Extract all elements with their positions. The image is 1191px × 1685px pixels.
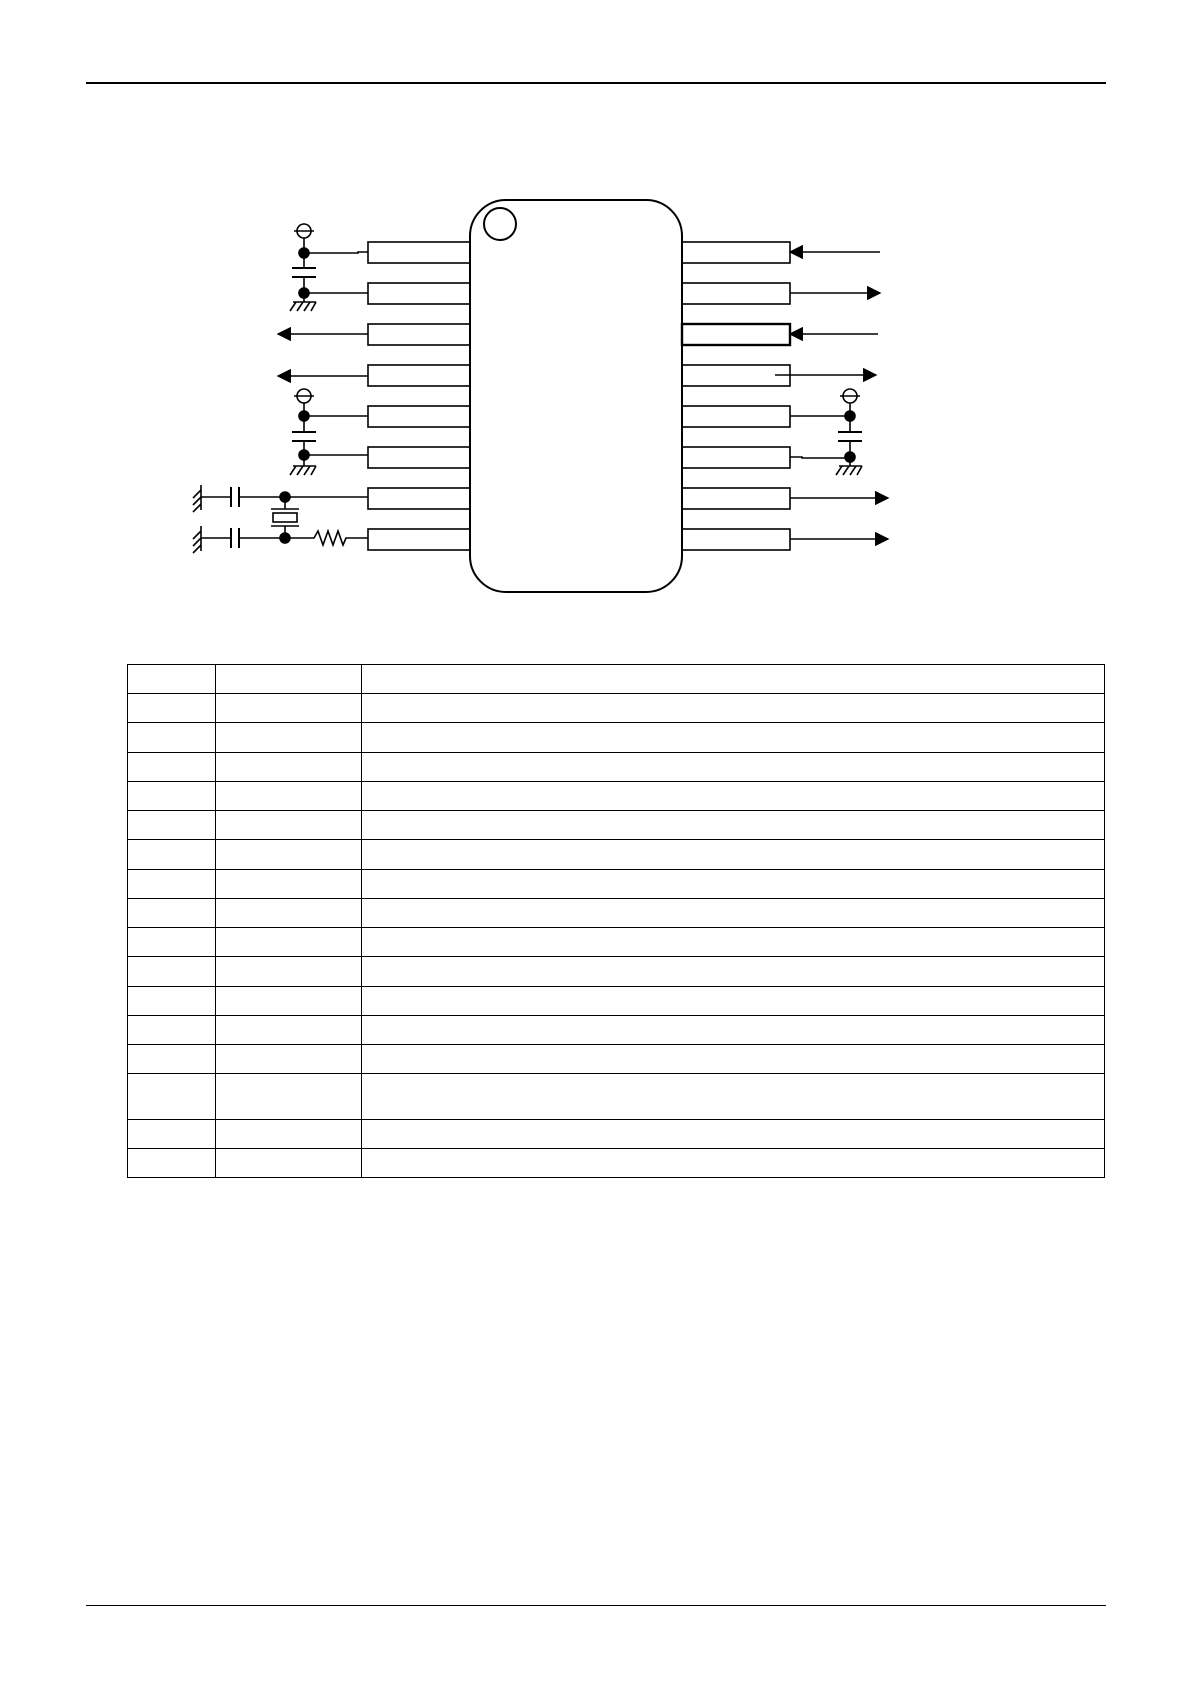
pin-pad-right xyxy=(682,488,790,509)
table-cell xyxy=(362,928,1105,957)
table-row xyxy=(128,753,1105,782)
pin-pad-right xyxy=(682,365,790,386)
column-header xyxy=(128,665,216,694)
table-cell xyxy=(128,840,216,870)
supply-decoupling-right xyxy=(790,389,862,475)
table-row xyxy=(128,1045,1105,1074)
table-row xyxy=(128,928,1105,957)
table-cell xyxy=(362,899,1105,928)
pin-pad-right xyxy=(682,447,790,468)
resistor-icon xyxy=(285,531,368,545)
table-row xyxy=(128,1016,1105,1045)
pin1-index-mark xyxy=(484,208,516,240)
table-cell xyxy=(362,1045,1105,1074)
table-cell xyxy=(362,870,1105,899)
table-row xyxy=(128,987,1105,1016)
table-row xyxy=(128,1120,1105,1149)
table-cell xyxy=(362,987,1105,1016)
table-cell xyxy=(362,723,1105,753)
supply-decoupling-lower-left xyxy=(290,389,368,475)
supply-decoupling-upper-left xyxy=(290,224,368,311)
table-cell xyxy=(216,694,362,723)
table-cell xyxy=(216,870,362,899)
table-cell xyxy=(128,1149,216,1178)
pin-pad-left xyxy=(368,283,470,304)
table-cell xyxy=(216,753,362,782)
table-cell xyxy=(128,899,216,928)
table-cell xyxy=(362,957,1105,987)
table-cell xyxy=(216,1074,362,1120)
table-header-row xyxy=(128,665,1105,694)
table-cell xyxy=(362,811,1105,840)
column-header xyxy=(362,665,1105,694)
pin-description-table xyxy=(127,664,1105,1178)
column-header xyxy=(216,665,362,694)
pin-connection-diagram xyxy=(0,0,1191,640)
table-row xyxy=(128,840,1105,870)
pin-pad-left xyxy=(368,406,470,427)
table-cell xyxy=(128,811,216,840)
table-cell xyxy=(362,1120,1105,1149)
right-pins xyxy=(682,242,790,550)
table-cell xyxy=(128,723,216,753)
pin-pad-right xyxy=(682,283,790,304)
pin-pad-left xyxy=(368,324,470,345)
table-row xyxy=(128,782,1105,811)
table-cell xyxy=(216,1016,362,1045)
pin-pad-right xyxy=(682,406,790,427)
table-cell xyxy=(128,1120,216,1149)
table-row xyxy=(128,811,1105,840)
pin-pad-left xyxy=(368,447,470,468)
table-cell xyxy=(216,723,362,753)
table-cell xyxy=(216,1045,362,1074)
table-cell xyxy=(216,782,362,811)
table-cell xyxy=(216,987,362,1016)
pin-pad-left xyxy=(368,529,470,550)
pin-pad-left xyxy=(368,242,470,263)
crystal-oscillator-network xyxy=(193,485,368,553)
table-cell xyxy=(362,782,1105,811)
table-cell xyxy=(128,1045,216,1074)
pin-pad-left xyxy=(368,365,470,386)
table-row xyxy=(128,870,1105,899)
table-cell xyxy=(128,870,216,899)
table-cell xyxy=(128,1074,216,1120)
table-row xyxy=(128,723,1105,753)
table-cell xyxy=(128,782,216,811)
ic-package-body xyxy=(470,200,682,592)
table-cell xyxy=(362,1016,1105,1045)
table-cell xyxy=(216,899,362,928)
table-cell xyxy=(128,987,216,1016)
pin-pad-left xyxy=(368,488,470,509)
table-row xyxy=(128,1074,1105,1120)
table-cell xyxy=(128,957,216,987)
pin-pad-right xyxy=(682,242,790,263)
table-cell xyxy=(128,1016,216,1045)
table-cell xyxy=(362,840,1105,870)
table-cell xyxy=(216,811,362,840)
table-cell xyxy=(362,753,1105,782)
footer-rule xyxy=(86,1605,1106,1606)
table-row xyxy=(128,1149,1105,1178)
table-cell xyxy=(128,753,216,782)
table-cell xyxy=(216,840,362,870)
table-cell xyxy=(362,694,1105,723)
table-cell xyxy=(216,1149,362,1178)
pin-pad-right xyxy=(682,529,790,550)
pin-pad-right xyxy=(682,324,790,345)
table-cell xyxy=(128,694,216,723)
table-cell xyxy=(216,957,362,987)
table-cell xyxy=(362,1149,1105,1178)
table-cell xyxy=(216,1120,362,1149)
left-pins xyxy=(368,242,470,550)
table-cell xyxy=(362,1074,1105,1120)
table-cell xyxy=(216,928,362,957)
table-row xyxy=(128,899,1105,928)
table-row xyxy=(128,694,1105,723)
crystal-icon xyxy=(273,513,297,522)
table-cell xyxy=(128,928,216,957)
table-row xyxy=(128,957,1105,987)
